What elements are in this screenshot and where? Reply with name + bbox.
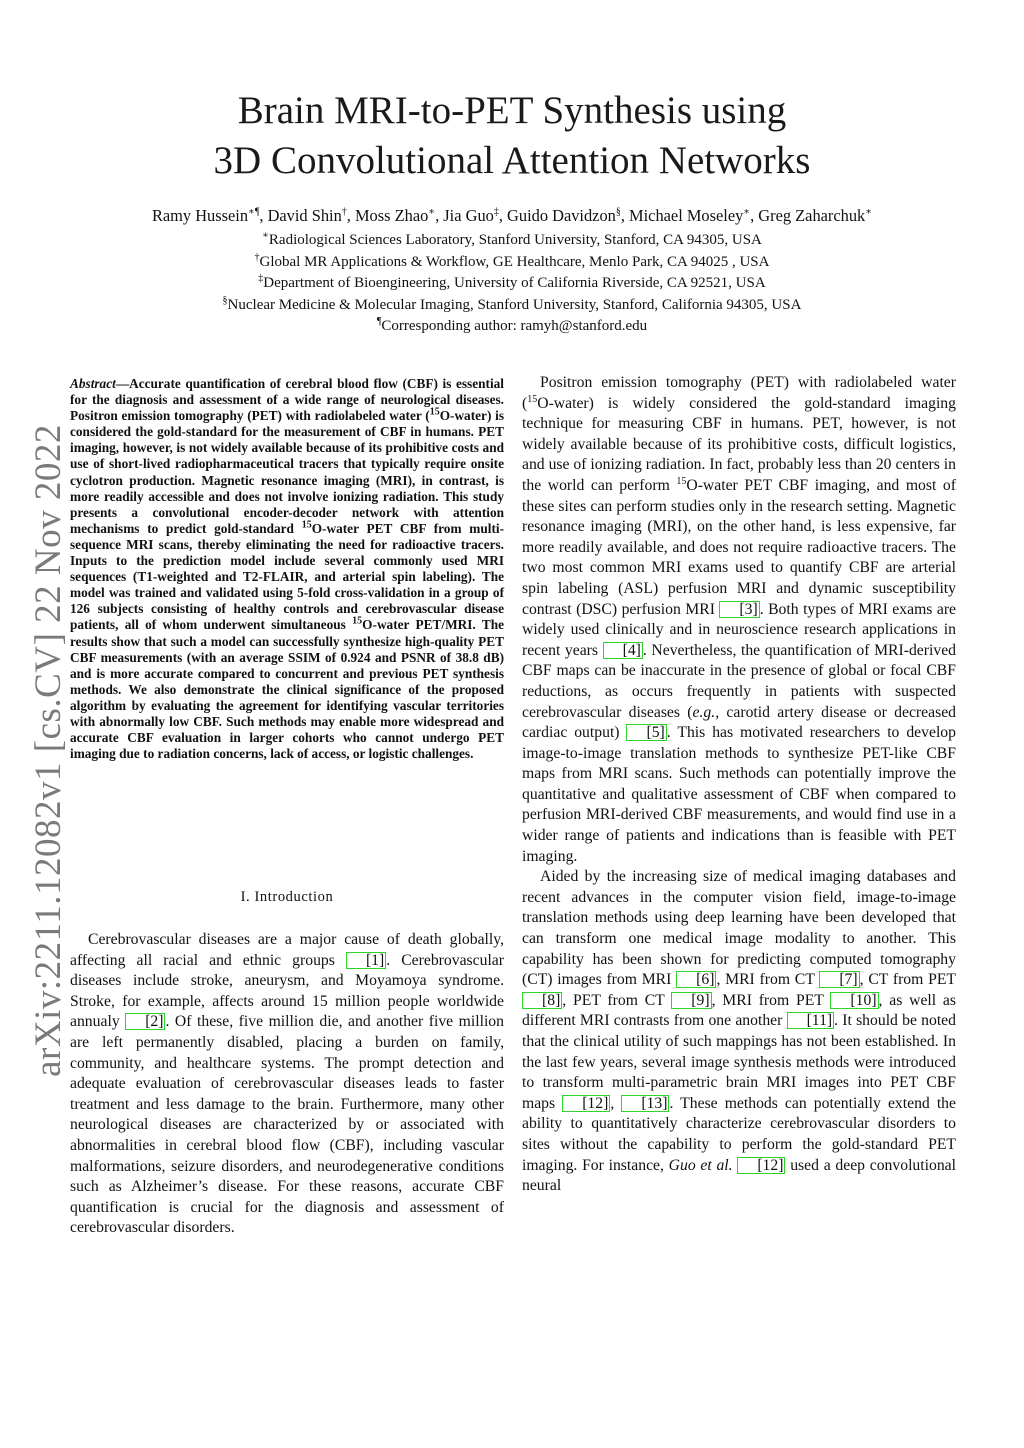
abstract-text: O-water) is considered the gold-standard for the measurement of CBF in humans. PET imaging, however, is not widely available because of its prohibitive costs and use of short-lived radiopharmaceutical tracers that typically require onsite cyclotron production. Magnetic resonance imaging (MRI), in contrast, is more readily accessible and does not involve ionizing radiation. This study presents a convolutional encoder-decoder network with attention mechanisms to predict gold-standard [70, 408, 504, 536]
text-run: . It should be noted that the clinical utility of such mappings has not been established. In the last few years, several image synthesis methods were introduced to transform multi-parametric brain MRI images into PET CBF maps [522, 1012, 956, 1112]
section-heading-introduction: I. Introduction [240, 889, 334, 905]
text-run: , CT from PET [859, 971, 956, 989]
citation-link[interactable]: [11] [787, 1012, 835, 1029]
author-mark: ∗ [743, 206, 751, 218]
citation-link[interactable]: [2] [125, 1013, 165, 1030]
author-list: Ramy Hussein∗¶, David Shin†, Moss Zhao∗, Jia Guo‡, Guido Davidzon§, Michael Moseley∗, Greg Zaharchuk∗ [151, 206, 873, 225]
affiliation-text: Nuclear Medicine & Molecular Imaging, Stanford University, Stanford, California 94305, USA [227, 296, 802, 313]
arxiv-sidebar [18, 423, 78, 1077]
abstract-text: O-water PET CBF from multi-sequence MRI scans, thereby eliminating the need for radioactive tracers. Inputs to the prediction model include several commonly used MRI sequences (T1-weighted and T2-FLAIR, and arterial spin labeling). The model was trained and validated using 5-fold cross-validation in a group of 126 subjects consisting of healthy controls and cerebrovascular disease patients, all of whom underwent simultaneous [70, 520, 504, 633]
text-run: O-water) is widely considered the gold-standard imaging technique for measuring CBF in humans. PET, however, is not widely available because of its prohibitive costs, difficult logistics, and use of ionizing radiation. In fact, probably less than 20 centers in the world can perform [522, 394, 956, 494]
text-run: Positron emission tomography (PET) with radiolabeled water ( [522, 374, 956, 412]
paragraph [522, 867, 956, 1197]
isotope-mark: 15 [301, 519, 312, 531]
author-name: Greg Zaharchuk [758, 206, 866, 225]
affiliation-text: Department of Bioengineering, University of California Riverside, CA 92521, USA [263, 275, 766, 292]
text-run: . Both types of MRI exams are widely used clinically and in neuroscience research applications in recent years [522, 600, 957, 659]
author-name: Guido Davidzon [507, 206, 616, 225]
text-run: . Nevertheless, the quantification of MRI-derived CBF maps can be inaccurate in the presence of global or focal CBF reductions, as occurs frequently in patients with suspected cerebrovascular diseases ( [522, 641, 956, 721]
emphasis: Guo et al. [668, 1156, 733, 1174]
affiliation [0, 230, 1024, 252]
author-name: David Shin [267, 206, 342, 225]
affiliation-text: Radiological Sciences Laboratory, Stanford University, Stanford, CA 94305, USA [268, 232, 762, 248]
abstract-text: O-water PET/MRI. The results show that such a model can successfully synthesize high-quality PET CBF measurements (with an average SSIM of 0.924 and PSNR of 38.8 dB) and is more accurate compared to concurrent and previous PET synthesis methods. We also demonstrate the clinical significance of the proposed algorithm by evaluating the agreement for identifying vascular territories with abnormally low CBF. Such methods may enable more widespread and accurate CBF evaluation in larger cohorts who cannot undergo PET imaging due to radiation concerns, lack of access, or logistic challenges. [70, 617, 504, 762]
citation-link[interactable]: [7] [819, 971, 859, 988]
affiliation [0, 273, 1024, 295]
isotope-mark: 15 [676, 475, 687, 487]
text-run: . These methods can potentially extend the ability to quantitatively characterize cerebrovascular disorders to sites without the capability to perform the gold-standard PET imaging. For instance, [522, 1094, 956, 1174]
author-name: Jia Guo [443, 206, 494, 225]
author-mark: † [341, 206, 347, 218]
author-mark: ‡ [493, 206, 499, 218]
text-run: . This has motivated researchers to develop image-to-image translation methods to synthesize PET-like CBF maps from MRI scans. Such methods can potentially improve the quantitative and qualitative assessment of CBF when compared to perfusion MRI-derived CBF measurements, and would find use in a wider range of patients and indications than is feasible with PET imaging. [522, 724, 956, 865]
citation-link[interactable]: [1] [346, 952, 386, 969]
affiliation-mark: ∗ [262, 230, 269, 241]
affiliation-text: Corresponding author: ramyh@stanford.edu [381, 318, 648, 335]
paragraph [522, 373, 956, 867]
citation-link[interactable]: [8] [522, 992, 562, 1009]
affiliation-mark: ¶ [376, 316, 382, 328]
paper-title [0, 86, 1024, 186]
paragraph [70, 930, 504, 1239]
isotope-mark: 15 [352, 615, 363, 627]
text-run: used a deep convolutional neural [522, 1156, 956, 1195]
title-line-1: Brain MRI-to-PET Synthesis using [237, 89, 787, 132]
author-mark: § [615, 206, 621, 218]
citation-link[interactable]: [12] [562, 1095, 610, 1112]
citation-link[interactable]: [4] [603, 642, 643, 659]
author-mark: ∗ [865, 206, 873, 218]
author-mark: ∗ [428, 206, 436, 218]
author-mark: ∗¶ [248, 206, 260, 218]
affiliation-mark: ‡ [258, 273, 264, 285]
text-run: , MRI from CT [716, 971, 820, 989]
author-name: Moss Zhao [354, 206, 429, 225]
affiliation [0, 316, 1024, 338]
affiliation [0, 295, 1024, 317]
citation-link[interactable]: [10] [830, 992, 878, 1009]
citation-link[interactable]: [12] [737, 1157, 785, 1174]
arxiv-identifier[interactable]: arXiv:2211.12082v1 [cs.CV] 22 Nov 2022 [27, 423, 69, 1077]
citation-link[interactable]: [9] [671, 992, 711, 1009]
isotope-mark: 15 [527, 393, 538, 405]
affiliation-text: Global MR Applications & Workflow, GE Healthcare, Menlo Park, CA 94025 , USA [259, 253, 770, 270]
affiliation-list [0, 230, 1024, 338]
citation-link[interactable]: [3] [719, 601, 759, 618]
text-run: Aided by the increasing size of medical imaging databases and recent advances in the computer vision field, image-to-image translation methods using deep learning have been developed that can transform one medical image modality to another. This capability has been shown for predicting computed tomography (CT) images from MRI [522, 868, 956, 989]
text-run: , carotid artery disease or decreased cardiac output) [522, 703, 956, 742]
text-run: , PET from CT [562, 991, 672, 1009]
introduction-body [70, 930, 504, 1239]
text-run: , as well as different MRI contrasts from one another [522, 991, 956, 1030]
abstract-label: Abstract [70, 376, 116, 391]
text-run: Cerebrovascular diseases are a major cause of death globally, affecting all racial and ethnic groups [70, 931, 504, 969]
citation-link[interactable]: [13] [621, 1095, 669, 1112]
text-run: , MRI from PET [711, 991, 831, 1009]
emphasis: e.g. [692, 703, 716, 721]
citation-link[interactable]: [5] [626, 724, 666, 741]
abstract [70, 376, 504, 762]
isotope-mark: 15 [429, 406, 440, 418]
text-run: . Of these, five million die, and another five million are left permanently disabled, placing a burden on family, community, and healthcare systems. The prompt detection and adequate evaluation of cerebrovascular diseases leads to faster treatment and less damage to the brain. Furthermore, many other neurological diseases are characterized by or associated with abnormalities in cerebral blood flow (CBF), including vascular malformations, seizure disorders, and neurodegenerative conditions such as Alzheimer’s disease. For these reasons, accurate CBF quantification is crucial for the diagnosis and assessment of cerebrovascular disorders. [70, 1013, 504, 1237]
abstract-text: —Accurate quantification of cerebral blood flow (CBF) is essential for the diagnosis and assessment of a wide range of neurological diseases. Positron emission tomography (PET) with radiolabeled water ( [70, 376, 504, 424]
affiliation [0, 252, 1024, 274]
citation-link[interactable]: [6] [676, 971, 716, 988]
text-run: , [610, 1094, 622, 1112]
author-name: Michael Moseley [629, 206, 744, 225]
right-column-body [522, 373, 956, 1197]
author-name: Ramy Hussein [151, 206, 249, 225]
text-run: . Cerebrovascular diseases include stroke, aneurysm, and Moyamoya syndrome. Stroke, for example, affects around 15 million people worldwide annualy [70, 951, 504, 1031]
title-line-2: 3D Convolutional Attention Networks [213, 139, 811, 182]
affiliation-mark: † [254, 251, 260, 263]
text-run: O-water PET CBF imaging, and most of these sites can perform studies only in the research setting. Magnetic resonance imaging (MRI), on the other hand, is less expensive, far more readily available, and does not require radioactive tracers. The two most common MRI exams used to quantify CBF are arterial spin labeling (ASL) perfusion MRI and dynamic susceptibility contrast (DSC) perfusion MRI [522, 476, 957, 618]
affiliation-mark: § [222, 294, 228, 306]
